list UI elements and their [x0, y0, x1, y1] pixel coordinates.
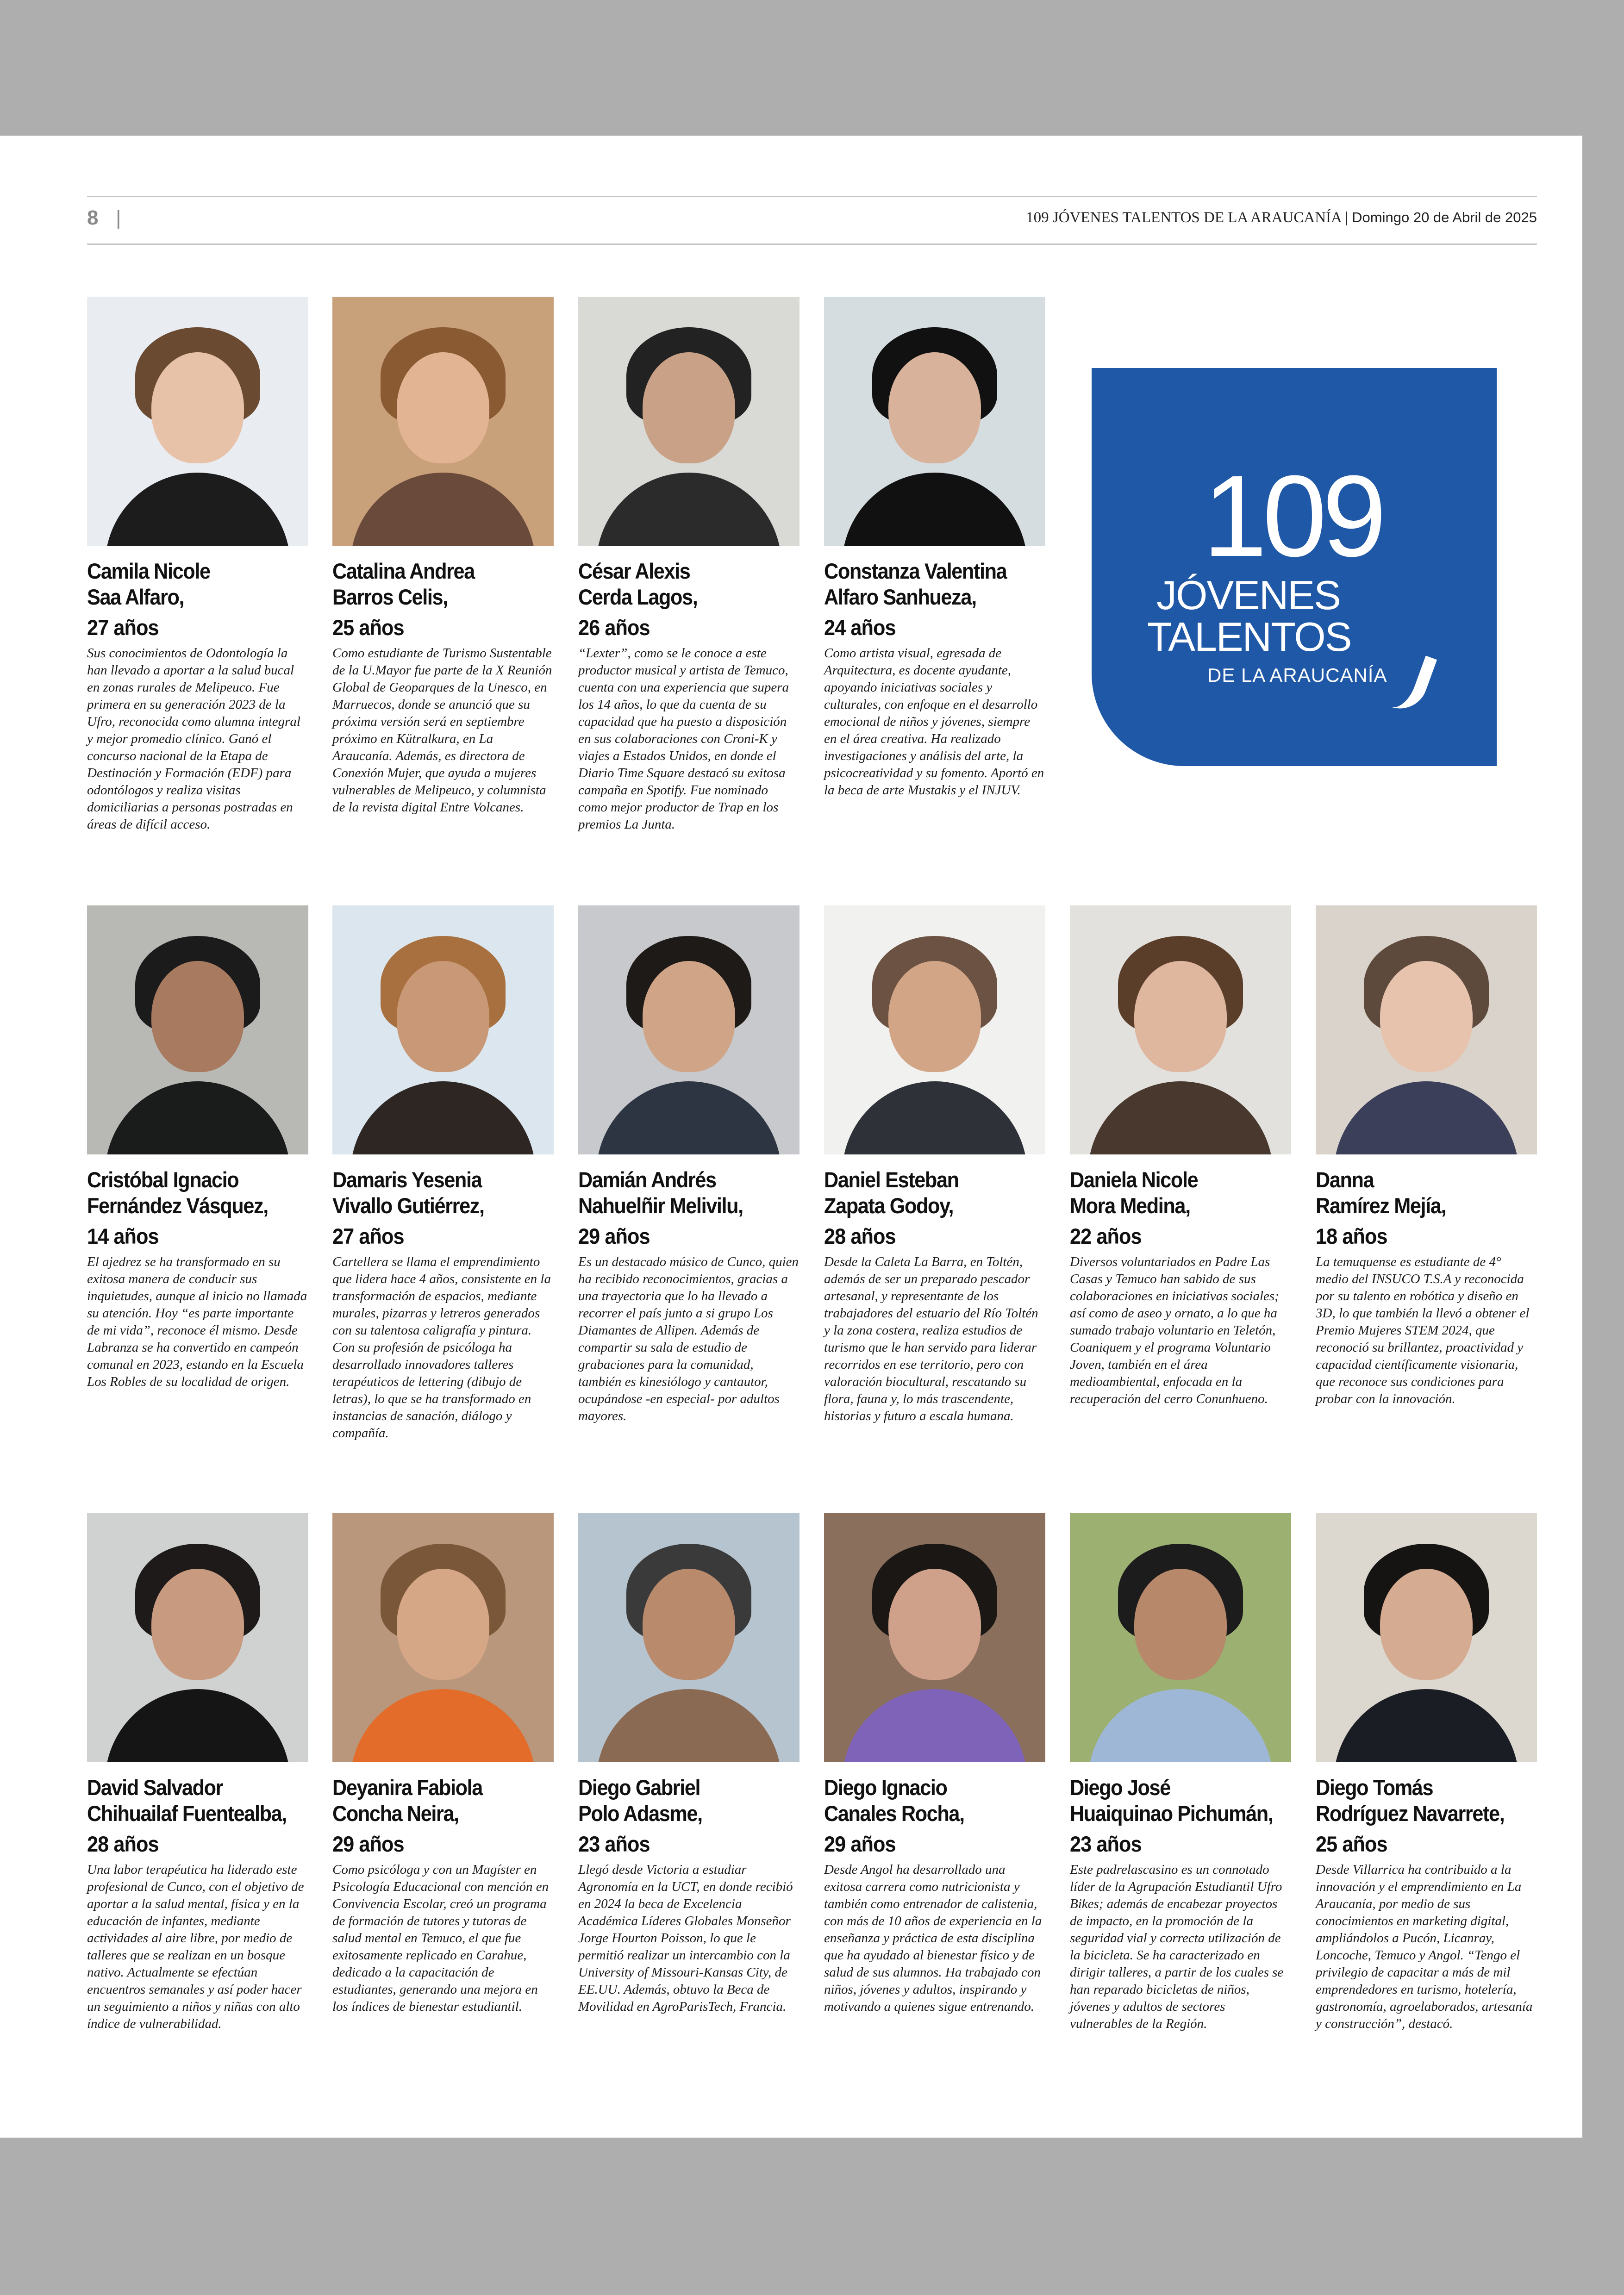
profile-age: 27 años: [332, 1224, 404, 1248]
profile-name: [1316, 1775, 1519, 1827]
profile-age: 26 años: [578, 615, 650, 640]
profile-surnames: Concha Neira,: [332, 1801, 459, 1826]
profile-photo: [1070, 1513, 1291, 1762]
profile-surnames: Vivallo Gutiérrez,: [332, 1193, 484, 1218]
profile-first-names: César Alexis: [578, 559, 690, 583]
logo-line-jovenes: JÓVENES: [1156, 572, 1340, 618]
profile-name: [824, 1167, 1028, 1219]
profile-age: 29 años: [578, 1224, 650, 1248]
photo-torso: [350, 473, 536, 546]
profile-bio: Es un destacado músico de Cunco, quien ha recibido reconocimientos, gracias a una trayectoria que lo ha llevado a recorrer el país junto a si grupo Los Diamantes de Allipen. Además de compartir su sala de estudio de grabaciones para la comunidad, también es kinesiólogo y cantautor, ocupándose -en especial- por adultos mayores.: [578, 1254, 799, 1423]
profile-surnames: Huaiquinao Pichumán,: [1070, 1801, 1273, 1826]
profile-surnames: Zapata Godoy,: [824, 1193, 954, 1218]
profile-age: 23 años: [1070, 1832, 1142, 1856]
profile-photo: [578, 1513, 800, 1762]
photo-face: [643, 1569, 735, 1680]
profile-name: [824, 1775, 1028, 1827]
logo-number: 109: [1203, 451, 1382, 580]
photo-torso: [350, 1081, 536, 1154]
profile-surnames: Alfaro Sanhueza,: [824, 585, 976, 609]
profile-first-names: David Salvador: [87, 1775, 223, 1800]
profile-photo: [332, 1513, 554, 1762]
profile-name: [1070, 1167, 1274, 1219]
profile-name: [578, 1775, 782, 1827]
header-separator: |: [116, 206, 121, 229]
profile-bio: Como estudiante de Turismo Sustentable de la U.Mayor fue parte de la X Reunión Global de Geoparques de la Unesco, en Marruecos, donde se anunció que su próxima versión será en septiembre próximo en Kütralkura, en La Araucanía. Además, es directora de Conexión Mujer, que ayuda a mujeres vulnerables de Melipeuco, y columnista de la revista digital Entre Volcanes.: [332, 646, 552, 815]
photo-torso: [350, 1689, 536, 1762]
profile-first-names: Daniela Nicole: [1070, 1167, 1198, 1192]
profile-age: 18 años: [1316, 1224, 1387, 1248]
publication-date: Domingo 20 de Abril de 2025: [1352, 209, 1537, 225]
photo-face: [397, 961, 489, 1072]
profile-first-names: Camila Nicole: [87, 559, 210, 583]
profile-photo: [87, 297, 308, 546]
photo-face: [1380, 961, 1473, 1072]
profile-age: 29 años: [824, 1832, 896, 1856]
profile-name: [824, 558, 1028, 610]
profile-bio: Este padrelascasino es un connotado líder de la Agrupación Estudiantil Ufro Bikes; además de encabezar proyectos de impacto, en la promoción de la seguridad vial y correcta utilización de la bicicleta. Se ha caracterizado en dirigir talleres, a partir de los cuales se han reparado bicicletas de niños, jóvenes y adultos de sectores vulnerables de la Región.: [1070, 1862, 1284, 2031]
photo-face: [1380, 1569, 1473, 1680]
profile-age: 27 años: [87, 615, 159, 640]
profile-surnames: Canales Rocha,: [824, 1801, 964, 1826]
profile-bio: Desde la Caleta La Barra, en Toltén, además de ser un preparado pescador artesanal, y representante de los trabajadores del estuario del Río Toltén y la zona costera, realiza estudios de turismo que le han servido para liderar recorridos en ese territorio, pero con valoración biocultural, rescatando su flora, fauna y, lo más trascendente, historias y futuro a escala humana.: [824, 1254, 1038, 1423]
profile-name: [1070, 1775, 1274, 1827]
profile-bio: El ajedrez se ha transformado en su exitosa manera de conducir sus inquietudes, aunque al inicio no llamada su atención. Hoy “es parte importante de mi vida”, reconoce él mismo. Desde Labranza se ha convertido en campeón comunal en 2023, estando en la Escuela Los Robles de su localidad de origen.: [87, 1254, 307, 1389]
page-number: 8: [87, 206, 99, 229]
profile-surnames: Saa Alfaro,: [87, 585, 184, 609]
profile-photo: [1070, 905, 1291, 1154]
profile-photo: [1316, 905, 1537, 1154]
profile-bio: Desde Villarrica ha contribuido a la innovación y el emprendimiento en La Araucanía, por medio de sus conocimientos en marketing digital, ampliándolos a Pucón, Licanray, Loncoche, Temuco y Angol. “Tengo el privilegio de capacitar a más de mil emprendedores en turismo, hotelería, gastronomía, agroelaborados, artesanía y construcción”, destacó.: [1316, 1862, 1533, 2031]
profile-first-names: Constanza Valentina: [824, 559, 1007, 583]
profile-bio: Sus conocimientos de Odontología la han llevado a aportar a la salud bucal en zonas rurales de Melipeuco. Fue primera en su generación 2023 de la Ufro, reconocida como alumna integral y mejor promedio clínico. Ganó el concurso nacional de la Etapa de Destinación y Formación (EDF) para odontólogos y realiza visitas domiciliarias a personas postradas en áreas de difícil acceso.: [87, 646, 300, 832]
profile-first-names: Danna: [1316, 1167, 1374, 1192]
profile-name: [332, 558, 536, 610]
photo-face: [397, 352, 489, 463]
profile-first-names: Cristóbal Ignacio: [87, 1167, 239, 1192]
profile-age: 25 años: [1316, 1832, 1387, 1856]
profile-bio: Llegó desde Victoria a estudiar Agronomía en la UCT, en donde recibió en 2024 la beca de Excelencia Académica Líderes Globales Monseñor Jorge Hourton Poisson, lo que le permitió realizar un intercambio con la University of Missouri-Kansas City, de EE.UU. Además, obtuvo la Beca de Movilidad en AgroParisTech, Francia.: [578, 1862, 793, 2014]
profile-name: [1316, 1167, 1519, 1219]
talentos-logo: [1092, 368, 1497, 766]
profile-first-names: Diego José: [1070, 1775, 1170, 1800]
photo-face: [643, 352, 735, 463]
photo-face: [151, 352, 244, 463]
profile-age: 29 años: [332, 1832, 404, 1856]
photo-face: [643, 961, 735, 1072]
profile-surnames: Polo Adasme,: [578, 1801, 702, 1826]
profile-photo: [87, 1513, 308, 1762]
profile-name: [578, 1167, 782, 1219]
profile-bio: La temuquense es estudiante de 4° medio del INSUCO T.S.A y reconocida por su talento en robótica y diseño en 3D, lo que también la llevó a obtener el Premio Mujeres STEM 2024, que reconoció su brillantez, proactividad y capacidad científicamente visionaria, que reconoce sus condiciones para probar con la innovación.: [1316, 1254, 1530, 1406]
profile-name: [87, 1775, 291, 1827]
photo-torso: [1088, 1689, 1273, 1762]
profile-first-names: Diego Tomás: [1316, 1775, 1433, 1800]
photo-face: [1134, 1569, 1227, 1680]
newspaper-page: [0, 136, 1582, 2138]
photo-torso: [596, 1081, 781, 1154]
profile-photo: [824, 297, 1045, 546]
profile-name: [578, 558, 782, 610]
logo-comma-shape: [1388, 649, 1437, 717]
profile-age: 25 años: [332, 615, 404, 640]
profile-photo: [332, 905, 554, 1154]
profile-surnames: Ramírez Mejía,: [1316, 1193, 1446, 1218]
profile-bio: Una labor terapéutica ha liderado este profesional de Cunco, con el objetivo de aportar a la salud mental, física y en la educación de infantes, mediante actividades al aire libre, por medio de talleres que se realizan en un bosque nativo. Actualmente se efectúan encuentros semanales y así poder hacer un seguimiento a niños y niñas con alto índice de vulnerabilidad.: [87, 1862, 304, 2031]
photo-face: [888, 961, 981, 1072]
photo-torso: [1088, 1081, 1273, 1154]
photo-torso: [105, 1081, 290, 1154]
profile-age: 28 años: [824, 1224, 896, 1248]
profile-age: 14 años: [87, 1224, 159, 1248]
profile-bio: Cartellera se llama el emprendimiento que lidera hace 4 años, consistente en la transformación de espacios, mediante murales, pizarras y letreros generados con su talentosa caligrafía y pintura. Con su profesión de psicóloga ha desarrollado innovadores talleres terapéuticos de lettering (dibujo de letras), lo que se ha transformado en instancias de sanación, diálogo y compañía.: [332, 1254, 551, 1441]
profile-surnames: Mora Medina,: [1070, 1193, 1190, 1218]
profile-first-names: Diego Ignacio: [824, 1775, 947, 1800]
profile-first-names: Daniel Esteban: [824, 1167, 959, 1192]
profile-surnames: Rodríguez Navarrete,: [1316, 1801, 1505, 1826]
profile-first-names: Deyanira Fabiola: [332, 1775, 482, 1800]
photo-face: [151, 961, 244, 1072]
profile-name: [87, 558, 291, 610]
photo-torso: [842, 1689, 1027, 1762]
profile-age: 22 años: [1070, 1224, 1142, 1248]
profile-photo: [824, 905, 1045, 1154]
photo-face: [1134, 961, 1227, 1072]
publication-title: 109 JÓVENES TALENTOS DE LA ARAUCANÍA: [1026, 209, 1342, 226]
profile-surnames: Fernández Vásquez,: [87, 1193, 268, 1218]
profile-surnames: Barros Celis,: [332, 585, 448, 609]
page-header: [87, 196, 1537, 245]
profile-photo: [1316, 1513, 1537, 1762]
profile-bio: Desde Angol ha desarrollado una exitosa carrera como nutricionista y también como entrenador de calistenia, con más de 10 años de experiencia en la enseñanza y práctica de esta disciplina que ha ayudado al bienestar físico y de salud de sus alumnos. Ha trabajado con niños, jóvenes y adultos, inspirando y motivando a quienes sigue entrenando.: [824, 1862, 1042, 2014]
profile-bio: Como psicóloga y con un Magíster en Psicología Educacional con mención en Convivencia Escolar, creó un programa de formación de tutores y tutoras de salud mental en Temuco, el que fue exitosamente replicado en Carahue, dedicado a la capacitación de estudiantes, generando una mejora en los índices de bienestar estudiantil.: [332, 1862, 549, 2014]
profile-name: [332, 1775, 536, 1827]
profile-bio: Diversos voluntariados en Padre Las Casas y Temuco han sabido de sus colaboraciones en iniciativas sociales; así como de aseo y ornato, a lo que ha sumado trabajo voluntario en Teletón, Coaniquem y el programa Voluntario Joven, también en el área medioambiental, enfocada en la recuperación del cerro Conunhueno.: [1070, 1254, 1279, 1406]
photo-torso: [1334, 1081, 1519, 1154]
profile-surnames: Cerda Lagos,: [578, 585, 698, 609]
photo-torso: [105, 473, 290, 546]
profile-photo: [578, 905, 800, 1154]
profile-age: 28 años: [87, 1832, 159, 1856]
photo-torso: [596, 1689, 781, 1762]
profile-surnames: Chihuailaf Fuentealba,: [87, 1801, 287, 1826]
profile-first-names: Damián Andrés: [578, 1167, 716, 1192]
photo-torso: [842, 1081, 1027, 1154]
photo-face: [151, 1569, 244, 1680]
profile-bio: Como artista visual, egresada de Arquitectura, es docente ayudante, apoyando iniciativas sociales y culturales, con enfoque en el desarrollo emocional de niños y jóvenes, siempre en el área creativa. Ha realizado investigaciones y análisis del arte, la psicocreatividad y su fomento. Aportó en la beca de arte Mustakis y el INJUV.: [824, 646, 1044, 798]
profile-photo: [824, 1513, 1045, 1762]
profile-photo: [87, 905, 308, 1154]
header-publication-line: 109 JÓVENES TALENTOS DE LA ARAUCANÍA | Domingo 20 de Abril de 2025: [1026, 209, 1537, 226]
profile-photo: [578, 297, 800, 546]
profile-age: 24 años: [824, 615, 896, 640]
logo-line-talentos: TALENTOS: [1147, 614, 1351, 660]
profile-first-names: Catalina Andrea: [332, 559, 475, 583]
photo-face: [888, 1569, 981, 1680]
photo-face: [888, 352, 981, 463]
photo-torso: [1334, 1689, 1519, 1762]
logo-line-araucania: DE LA ARAUCANÍA: [1207, 664, 1387, 686]
photo-torso: [596, 473, 781, 546]
photo-face: [397, 1569, 489, 1680]
profile-first-names: Damaris Yesenia: [332, 1167, 482, 1192]
profile-photo: [332, 297, 554, 546]
profile-name: [87, 1167, 291, 1219]
profile-first-names: Diego Gabriel: [578, 1775, 700, 1800]
profile-name: [332, 1167, 536, 1219]
photo-torso: [105, 1689, 290, 1762]
profile-age: 23 años: [578, 1832, 650, 1856]
profile-surnames: Nahuelñir Melivilu,: [578, 1193, 743, 1218]
photo-torso: [842, 473, 1027, 546]
profile-bio: “Lexter”, como se le conoce a este productor musical y artista de Temuco, cuenta con una experiencia que supera los 14 años, lo que da cuenta de su capacidad que ha puesto a disposición en sus colaboraciones con Croni-K y viajes a Estados Unidos, en donde el Diario Time Square destacó su exitosa campaña en Spotify. Fue nominado como mejor productor de Trap en los premios La Junta.: [578, 646, 789, 832]
